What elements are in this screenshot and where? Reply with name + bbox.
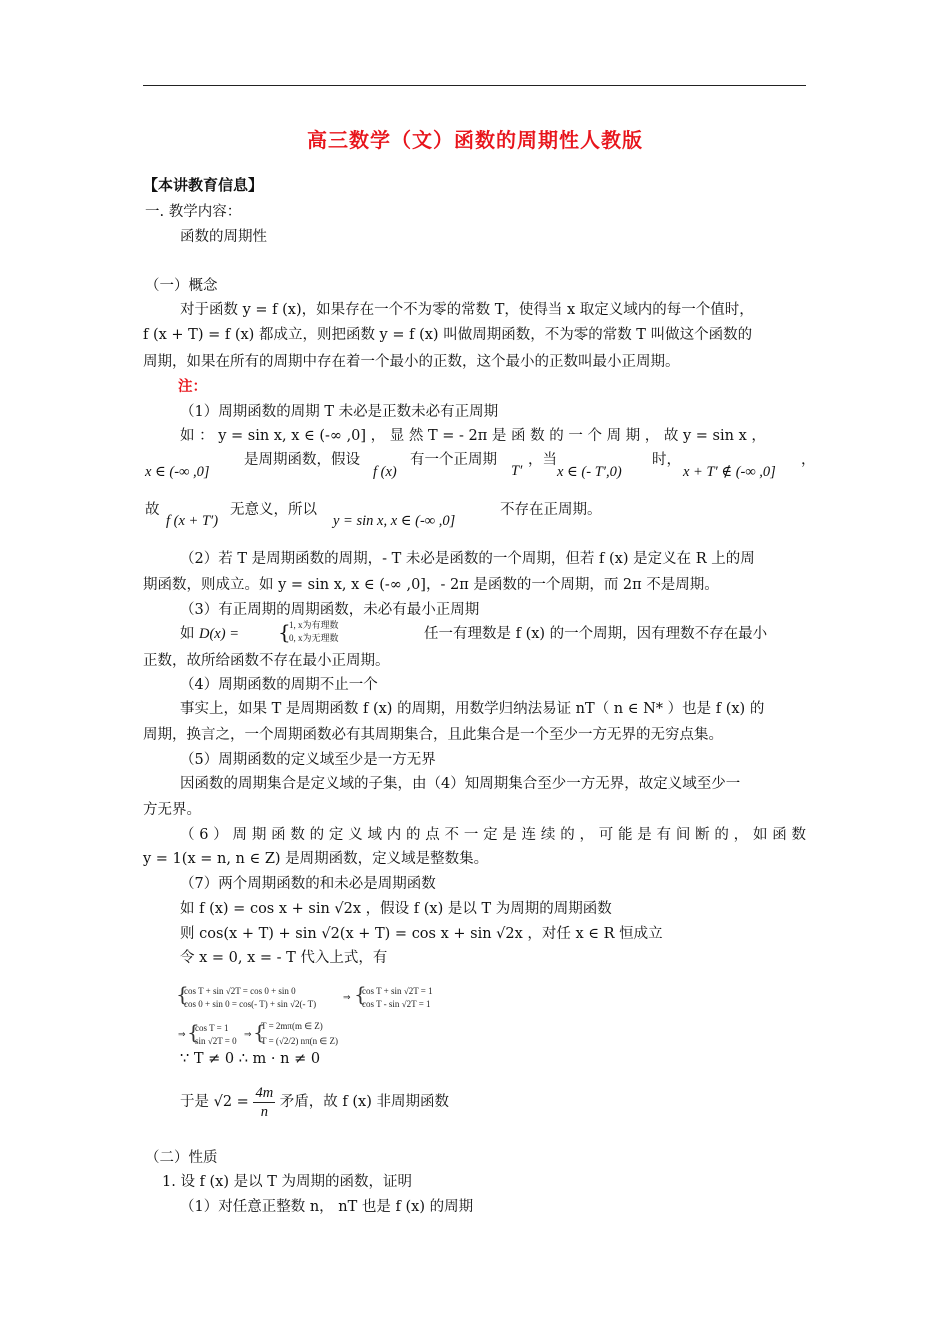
note3-line-2: 正数，故所给函数不存在最小正周期。 [143,653,390,669]
note1-text-g: 不存在正周期。 [500,502,602,518]
note3-brace: { [278,620,291,644]
note5-head: （5）周期函数的定义域至少是一方无界 [180,752,436,768]
system1-brace-left: { [176,982,189,1006]
note4-head: （4）周期函数的周期不止一个 [180,677,378,693]
note1-head: （1）周期函数的周期 T 未必是正数未必有正周期 [180,404,499,420]
note3-case-2: 0, x为无理数 [289,633,339,643]
system2-brace-right: { [253,1020,266,1044]
property-1: 1. 设 f (x) 是以 T 为周期的函数，证明 [162,1174,413,1190]
part1-heading: （一）概念 [145,278,218,294]
note5-line-1: 因函数的周期集合是定义域的子集，由（4）知周期集合至少一方无界，故定义域至少一 [180,776,741,792]
info-header: 【本讲教育信息】 [143,176,264,194]
note3-text-b: 任一有理数是 f (x) 的一个周期，因有理数不存在最小 [424,626,768,642]
note4-line-1: 事实上，如果 T 是周期函数 f (x) 的周期，用数学归纳法易证 nT（ n ∈ N* ）也是 f (x) 的 [180,701,765,717]
conclusion-fraction [253,1084,275,1121]
note2-line-1: （2）若 T 是周期函数的周期，- T 未必是函数的一个周期，但若 f (x) 是定义在 R 上的周 [180,551,755,567]
note1-text-b: 有一个正周期 [410,452,497,468]
fraction-numerator: 4m [255,1084,274,1101]
system2-eq-a: cos T = 1 [195,1023,229,1033]
note5-line-2: 方无界。 [143,802,201,818]
system1-brace-right: { [354,982,367,1006]
system2-eq-d: T = (√2/2) nπ(n ∈ Z) [261,1036,338,1046]
system1-eq-b: cos 0 + sin 0 = cos(- T) + sin √2(- T) [184,999,317,1009]
system2-eq-b: sin √2T = 0 [195,1036,237,1046]
note1-text-d: 时， [652,452,681,468]
note3-head: （3）有正周期的周期函数，未必有最小正周期 [180,602,480,618]
note1-func: y = sin x, x ∈ (-∞ ,0] [333,513,456,529]
def-line-1: 对于函数 y = f (x)，如果存在一个不为零的常数 T，使得当 x 取定义域内的每一个值时， [180,302,754,318]
conclusion-line [180,1082,449,1122]
note3-case-1: 1, x为有理数 [289,620,339,630]
note1-interval: x ∈ (- T′,0) [557,464,622,480]
note2-line-2: 期函数，则成立。如 y = sin x, x ∈ (-∞ ,0]，- 2π 是函数的一个周期，而 2π 不是周期。 [143,577,719,593]
section-one: 一. 教学内容： [145,204,242,220]
note3-dx: D(x) = [199,626,239,642]
note1-tprime: T′ [511,463,523,479]
system1-eq-d: cos T - sin √2T = 1 [362,999,431,1009]
note3-text-a: 如 [180,626,195,642]
note1-domain: x ∈ (-∞ ,0] [145,464,210,480]
note7-line-3: 令 x = 0, x = - T 代入上式，有 [180,950,388,966]
page-title: 高三数学（文）函数的周期性人教版 [307,128,643,152]
system1-eq-a: cos T + sin √2T = cos 0 + sin 0 [184,986,296,996]
note1-notin: x + T′ ∉ (-∞ ,0] [683,464,776,480]
system1-arrow: ⇒ [343,992,351,1002]
content-topic: 函数的周期性 [180,229,267,245]
note4-line-2: 周期，换言之，一个周期函数必有其周期集合，且此集合是一个至少一方无界的无穷点集。 [143,727,723,743]
note1-text-e: 故 [145,502,160,518]
def-line-3: 周期，如果在所有的周期中存在着一个最小的正数，这个最小的正数叫最小正周期。 [143,354,680,370]
note1-text-c: ，当 [528,452,557,468]
system2-arrow-1: ⇒ [178,1029,186,1039]
def-line-2: f (x + T) = f (x) 都成立，则把函数 y = f (x) 叫做周期函数，不为零的常数 T 叫做这个函数的 [143,327,753,343]
note1-text-a: 是周期函数，假设 [244,452,360,468]
system2-arrow-2: ⇒ [244,1029,252,1039]
property-1-sub: （1）对任意正整数 n， nT 也是 f (x) 的周期 [180,1199,474,1215]
note-label: 注： [178,378,207,395]
conclusion-text-a: 于是 √2 = [180,1094,249,1110]
note6-line-2: y = 1(x = n, n ∈ Z) 是周期函数，定义域是整数集。 [143,851,489,867]
part2-heading: （二）性质 [145,1150,218,1166]
note1-fxt: f (x + T′) [166,513,219,529]
note6-line-1: （6）周期函数的定义域内的点不一定是连续的，可能是有间断的，如函数 [180,827,806,843]
note7-line-2: 则 cos(x + T) + sin √2(x + T) = cos x + sin √2x ，对任 x ∈ R 恒成立 [180,926,663,942]
note7-head: （7）两个周期函数的和未必是周期函数 [180,876,436,892]
system2-eq-c: T = 2mπ(m ∈ Z) [261,1021,323,1031]
because-line: ∵ T ≠ 0 ∴ m · n ≠ 0 [180,1051,321,1067]
note1-fx: f (x) [373,464,397,480]
note1-text-f: 无意义，所以 [230,502,317,518]
note1-line-1: 如 ： y = sin x, x ∈ (-∞ ,0] ， 显 然 T = - 2π 是 函 数 的 一 个 周 期 ， 故 y = sin x ， [180,428,766,444]
fraction-denominator: n [260,1103,268,1120]
note1-comma: ， [801,452,816,468]
system1-eq-c: cos T + sin √2T = 1 [362,986,433,996]
top-rule [143,85,806,86]
note7-line-1: 如 f (x) = cos x + sin √2x ，假设 f (x) 是以 T 为周期的周期函数 [180,901,612,917]
system2-brace-left: { [187,1020,200,1044]
conclusion-text-b: 矛盾，故 f (x) 非周期函数 [279,1094,449,1110]
